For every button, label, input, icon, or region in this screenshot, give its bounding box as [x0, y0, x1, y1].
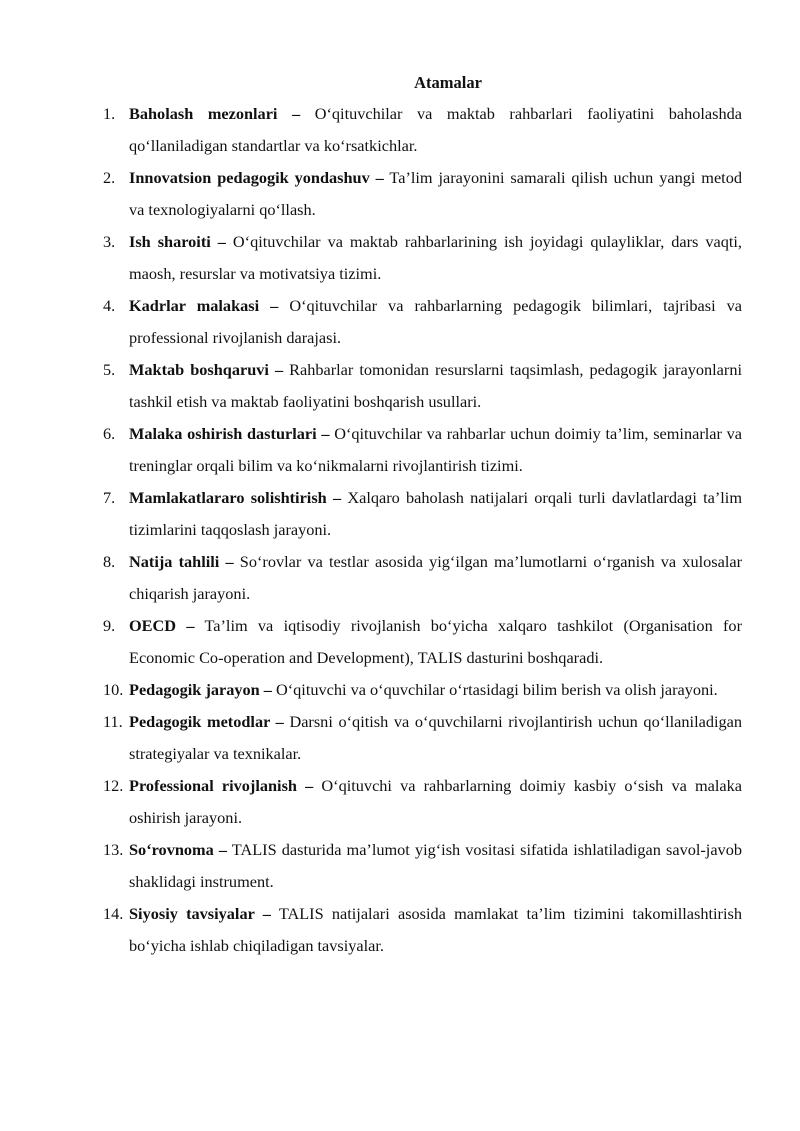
item-number: 5. [103, 360, 116, 379]
item-term: Malaka oshirish dasturlari – [129, 424, 330, 443]
item-term: Pedagogik metodlar – [129, 712, 284, 731]
list-item [0, 546, 742, 610]
item-definition: Ta’lim va iqtisodiy rivojlanish bo‘yicha xalqaro tashkilot (Organisation for Economic Co-operation and Development), TALIS dasturini boshqaradi. [129, 616, 742, 667]
list-item [0, 98, 742, 162]
item-term: Maktab boshqaruvi – [129, 360, 284, 379]
item-term: Mamlakatlararo solishtirish – [129, 488, 342, 507]
item-term: Baholash mezonlari – [129, 104, 301, 123]
item-definition: Rahbarlar tomonidan resurslarni taqsimlash, pedagogik jarayonlarni tashkil etish va maktab faoliyatini boshqarish usullari. [129, 360, 742, 411]
list-item [0, 418, 742, 482]
item-definition: Darsni o‘qitish va o‘quvchilarni rivojlantirish uchun qo‘llaniladigan strategiyalar va texnikalar. [129, 712, 742, 763]
list-item [0, 290, 742, 354]
item-term: Kadrlar malakasi – [129, 296, 279, 315]
item-number: 13. [103, 840, 124, 859]
list-item [0, 482, 742, 546]
item-term: OECD – [129, 616, 195, 635]
list-item [0, 226, 742, 290]
list-item [0, 610, 742, 674]
item-term: Professional rivojlanish – [129, 776, 314, 795]
item-number: 9. [103, 616, 116, 635]
item-number: 1. [103, 104, 116, 123]
item-definition: O‘qituvchilar va rahbarlarning pedagogik bilimlari, tajribasi va professional rivojlanish darajasi. [129, 296, 742, 347]
list-item [0, 674, 742, 706]
item-term: Natija tahlili – [129, 552, 234, 571]
item-term: Siyosiy tavsiyalar – [129, 904, 271, 923]
item-number: 6. [103, 424, 116, 443]
item-number: 7. [103, 488, 116, 507]
item-definition: Ta’lim jarayonini samarali qilish uchun yangi metod va texnologiyalarni qo‘llash. [129, 168, 742, 219]
item-term: Innovatsion pedagogik yondashuv – [129, 168, 384, 187]
item-number: 12. [103, 776, 124, 795]
item-definition: So‘rovlar va testlar asosida yig‘ilgan ma’lumotlarni o‘rganish va xulosalar chiqarish jarayoni. [129, 552, 742, 603]
item-definition: TALIS dasturida ma’lumot yig‘ish vositasi sifatida ishlatiladigan savol-javob shaklidagi instrument. [129, 840, 742, 891]
glossary-list [0, 98, 800, 962]
item-number: 3. [103, 232, 116, 251]
list-item [0, 770, 742, 834]
item-term: So‘rovnoma – [129, 840, 227, 859]
item-number: 14. [103, 904, 124, 923]
item-definition: O‘qituvchi va rahbarlarning doimiy kasbiy o‘sish va malaka oshirish jarayoni. [129, 776, 743, 827]
item-term: Pedagogik jarayon – [129, 680, 272, 699]
list-item [0, 706, 742, 770]
item-definition: O‘qituvchi va o‘quvchilar o‘rtasidagi bilim berish va olish jarayoni. [271, 680, 718, 699]
list-item [0, 162, 742, 226]
item-term: Ish sharoiti – [129, 232, 226, 251]
item-number: 10. [103, 680, 124, 699]
page-title: Atamalar [414, 73, 482, 92]
list-item [0, 354, 742, 418]
item-definition: O‘qituvchilar va maktab rahbarlarining ish joyidagi qulayliklar, dars vaqti, maosh, resurslar va motivatsiya tizimi. [129, 232, 742, 283]
item-definition: O‘qituvchilar va maktab rahbarlari faoliyatini baholashda qo‘llaniladigan standartlar va ko‘rsatkichlar. [129, 104, 742, 155]
list-item [0, 898, 742, 962]
item-definition: O‘qituvchilar va rahbarlar uchun doimiy ta’lim, seminarlar va treninglar orqali bilim va ko‘nikmalarni rivojlantirish tizimi. [129, 424, 742, 475]
item-number: 2. [103, 168, 116, 187]
item-definition: TALIS natijalari asosida mamlakat ta’lim tizimini takomillashtirish bo‘yicha ishlab chiqiladigan tavsiyalar. [129, 904, 742, 955]
item-number: 4. [103, 296, 116, 315]
item-number: 11. [103, 712, 123, 731]
list-item [0, 834, 742, 898]
item-number: 8. [103, 552, 116, 571]
item-definition: Xalqaro baholash natijalari orqali turli davlatlardagi ta’lim tizimlarini taqqoslash jarayoni. [129, 488, 742, 539]
